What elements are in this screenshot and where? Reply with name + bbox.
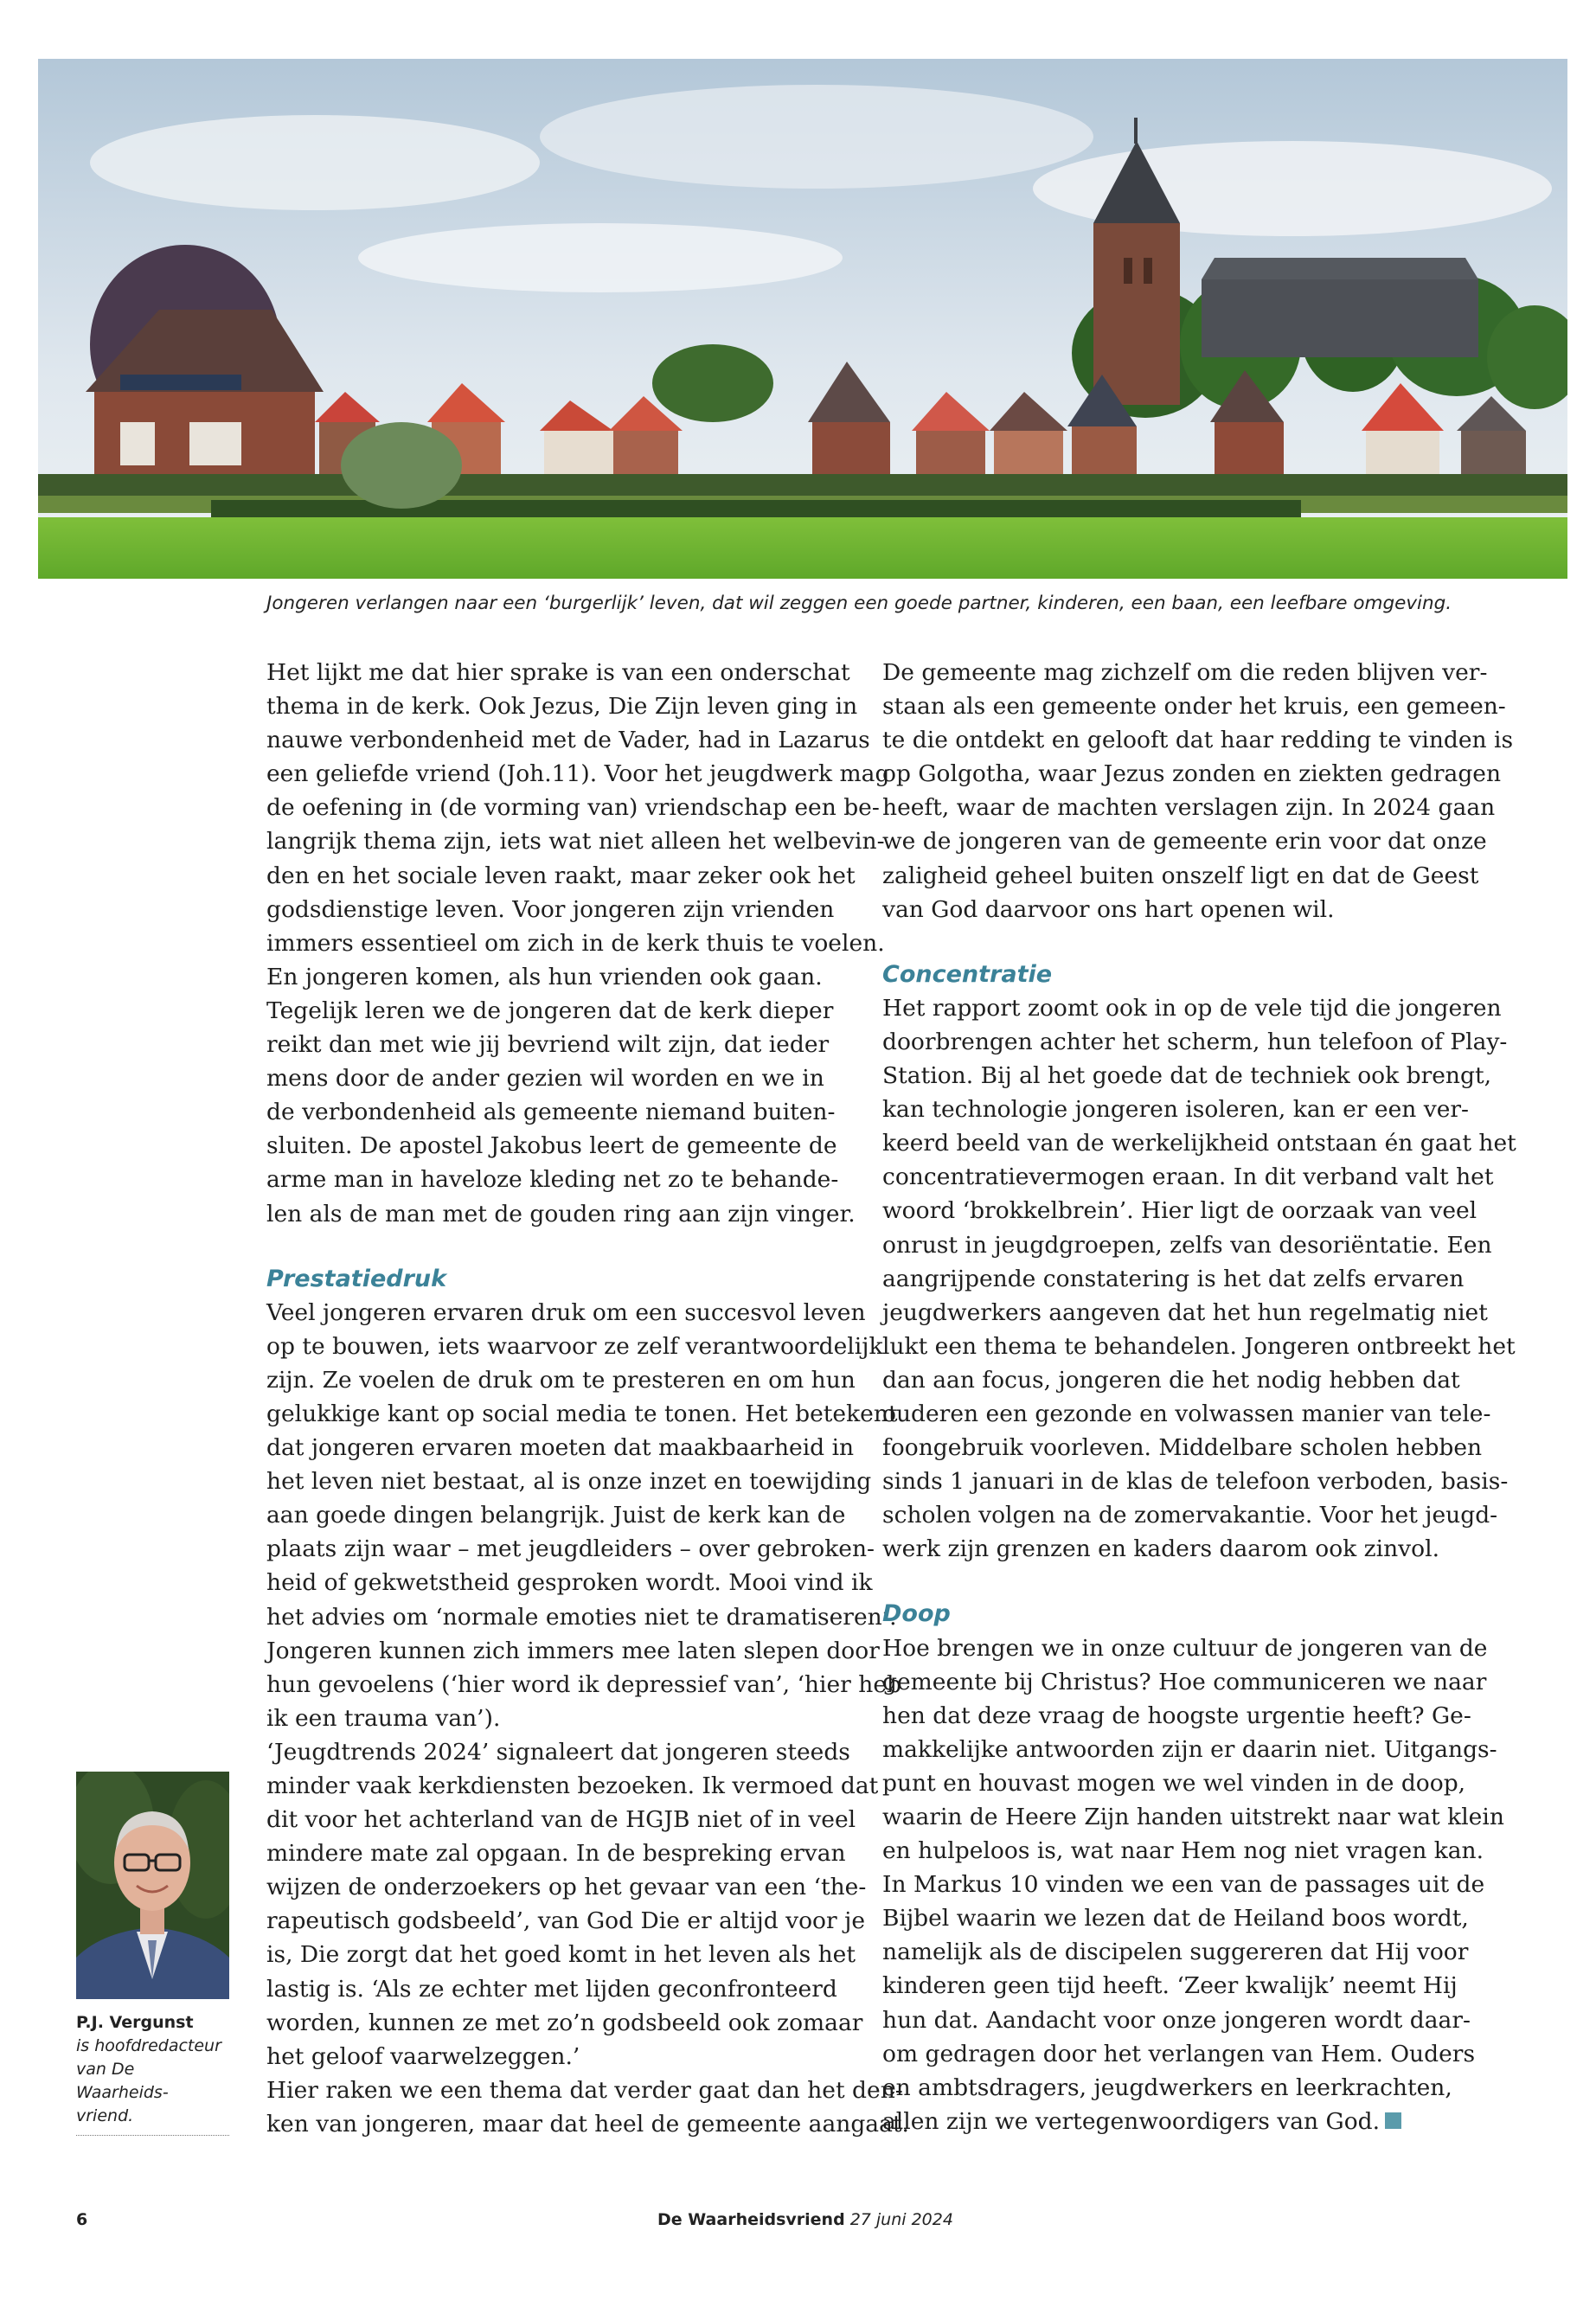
photo-caption: Jongeren verlangen naar een ‘burgerlijk’ leven, dat wil zeggen een goede partner, kinderen, een baan, een leefbare omgeving. (266, 593, 1452, 614)
text-line: hen dat deze vraag de hoogste urgentie heeft? Ge- (882, 1702, 1471, 1729)
text-line: concentratievermogen eraan. In dit verband valt het (882, 1163, 1494, 1191)
text-line: dit voor het achterland van de HGJB niet of in veel (266, 1806, 856, 1834)
text-line: Het rapport zoomt ook in op de vele tijd die jongeren (882, 994, 1502, 1022)
text-line: heid of gekwetstheid gesproken wordt. Mooi vind ik (266, 1569, 873, 1597)
text-line: Station. Bij al het goede dat de techniek ook brengt, (882, 1062, 1492, 1090)
text-line: scholen volgen na de zomervakantie. Voor het jeugd- (882, 1502, 1498, 1529)
text-line: van God daarvoor ons hart openen wil. (882, 895, 1335, 923)
magazine-name: De Waarheidsvriend (657, 2210, 845, 2229)
author-info (76, 2011, 229, 2136)
text-line: lastig is. ‘Als ze echter met lijden geconfronteerd (266, 1975, 837, 2003)
text-line: doorbrengen achter het scherm, hun telefoon of Play- (882, 1028, 1508, 1055)
text-line: Hoe brengen we in onze cultuur de jongeren van de (882, 1634, 1488, 1662)
text-line: godsdienstige leven. Voor jongeren zijn vrienden (266, 895, 835, 923)
text-line: te die ontdekt en gelooft dat haar redding te vinden is (882, 727, 1514, 754)
article-column-left (266, 656, 909, 2141)
text-line: rapeutisch godsbeeld’, van God Die er altijd voor je (266, 1907, 866, 1935)
text-line: Hier raken we een thema dat verder gaat dan het den- (266, 2076, 903, 2104)
text-line: de verbondenheid als gemeente niemand buiten- (266, 1099, 836, 1126)
text-line: ouderen een gezonde en volwassen manier van tele- (882, 1400, 1491, 1427)
article-column-right (882, 656, 1516, 2138)
page-number: 6 (76, 2210, 88, 2229)
text-line: gelukkige kant op social media te tonen. Het betekent (266, 1400, 898, 1427)
paragraph (882, 656, 1514, 926)
text-line: worden, kunnen ze met zo’n godsbeeld ook zomaar (266, 2009, 863, 2036)
text-line: immers essentieel om zich in de kerk thuis te voelen. (266, 929, 885, 957)
text-line: Het lijkt me dat hier sprake is van een onderschat (266, 659, 850, 686)
author-role-line: vriend. (76, 2106, 134, 2125)
text-line: ‘Jeugdtrends 2024’ signaleert dat jongeren steeds (266, 1738, 850, 1766)
text-line: wijzen de onderzoekers op het gevaar van een ‘the- (266, 1874, 867, 1901)
last-text-line (882, 2105, 1453, 2138)
author-role-line: van De Waarheids- (76, 2060, 169, 2102)
text-line: kan technologie jongeren isoleren, kan er een ver- (882, 1096, 1470, 1124)
author-portrait (76, 1772, 229, 1999)
text-line: den en het sociale leven raakt, maar zeker ook het (266, 862, 856, 889)
text-line: mens door de ander gezien wil worden en we in (266, 1065, 824, 1093)
paragraph (882, 991, 1516, 1567)
author-divider (76, 2135, 229, 2136)
section-heading-prestatiedruk: Prestatiedruk (266, 1265, 447, 1292)
text-line: jeugdwerkers aangeven dat het hun regelmatig niet (882, 1298, 1488, 1326)
footer-publication (657, 2209, 1055, 2230)
text-line: hun dat. Aandacht voor onze jongeren wordt daar- (882, 2006, 1471, 2034)
text-line: het leven niet bestaat, al is onze inzet en toewijding (266, 1468, 872, 1496)
text-line: woord ‘brokkelbrein’. Hier ligt de oorzaak van veel (882, 1197, 1477, 1225)
text-line: hun gevoelens (‘hier word ik depressief van’, ‘hier heb (266, 1670, 901, 1698)
text-line: en ambtsdragers, jeugdwerkers en leerkrachten, (882, 2073, 1452, 2101)
text-line: plaats zijn waar – met jeugdleiders – over gebroken- (266, 1535, 875, 1563)
text-line: gemeente bij Christus? Hoe communiceren we naar (882, 1668, 1487, 1695)
text-line-content: allen zijn we vertegenwoordigers van God. (882, 2107, 1381, 2135)
section-heading-concentratie: Concentratie (882, 960, 1053, 988)
text-line: De gemeente mag zichzelf om die reden blijven ver- (882, 659, 1488, 686)
text-line: onrust in jeugdgroepen, zelfs van desoriëntatie. Een (882, 1231, 1492, 1259)
text-line: Veel jongeren ervaren druk om een succesvol leven (266, 1298, 866, 1326)
text-line: zaligheid geheel buiten onszelf ligt en dat de Geest (882, 862, 1479, 889)
text-line: het geloof vaarwelzeggen.’ (266, 2042, 580, 2070)
text-line: op te bouwen, iets waarvoor ze zelf verantwoordelijk (266, 1332, 883, 1360)
paragraph (882, 1631, 1504, 2138)
text-line: zijn. Ze voelen de druk om te presteren en om hun (266, 1366, 856, 1394)
text-line: aangrijpende constatering is het dat zelfs ervaren (882, 1265, 1465, 1292)
text-line: waarin de Heere Zijn handen uitstrekt naar wat klein (882, 1804, 1504, 1830)
paragraph (266, 656, 890, 1231)
text-line: len als de man met de gouden ring aan zijn vinger. (266, 1200, 856, 1227)
text-line: minder vaak kerkdiensten bezoeken. Ik vermoed dat (266, 1772, 879, 1799)
village-photo (38, 59, 1567, 579)
issue-date: 27 juni 2024 (849, 2210, 953, 2229)
text-line: aan goede dingen belangrijk. Juist de kerk kan de (266, 1502, 846, 1529)
text-line: mindere mate zal opgaan. In de bespreking ervan (266, 1840, 846, 1868)
text-line: dat jongeren ervaren moeten dat maakbaarheid in (266, 1434, 855, 1462)
text-line: staan als een gemeente onder het kruis, een gemeen- (882, 693, 1506, 721)
text-line: sinds 1 januari in de klas de telefoon verboden, basis- (882, 1468, 1509, 1496)
text-line: om gedragen door het verlangen van Hem. Ouders (882, 2040, 1476, 2067)
author-name: P.J. Vergunst (76, 2013, 194, 2032)
text-line: het advies om ‘normale emoties niet te dramatiseren’. (266, 1603, 897, 1631)
section-heading-doop: Doop (882, 1600, 951, 1628)
text-line: namelijk als de discipelen suggereren dat Hij voor (882, 1939, 1469, 1966)
text-line: en hulpeloos is, wat naar Hem nog niet vragen kan. (882, 1837, 1484, 1865)
text-line: reikt dan met wie jij bevriend wilt zijn, dat ieder (266, 1031, 830, 1059)
text-line: kinderen geen tijd heeft. ‘Zeer kwalijk’ neemt Hij (882, 1972, 1458, 2000)
end-of-article-mark (1385, 2112, 1401, 2129)
text-line: lukt een thema te behandelen. Jongeren ontbreekt het (882, 1332, 1516, 1360)
text-line: In Markus 10 vinden we een van de passages uit de (882, 1871, 1485, 1899)
text-line: werk zijn grenzen en kaders daarom ook zinvol. (882, 1535, 1439, 1563)
text-line: we de jongeren van de gemeente erin voor dat onze (882, 828, 1487, 856)
text-line: sluiten. De apostel Jakobus leert de gemeente de (266, 1132, 837, 1160)
text-line: thema in de kerk. Ook Jezus, Die Zijn leven ging in (266, 693, 858, 721)
text-line: ik een trauma van’). (266, 1704, 501, 1732)
text-line: Jongeren kunnen zich immers mee laten slepen door (266, 1637, 880, 1664)
text-line: nauwe verbondenheid met de Vader, had in Lazarus (266, 727, 870, 754)
text-line: punt en houvast mogen we wel vinden in de doop, (882, 1769, 1466, 1797)
text-line: langrijk thema zijn, iets wat niet alleen het welbevin- (266, 828, 885, 856)
text-line: Tegelijk leren we de jongeren dat de kerk dieper (266, 997, 834, 1024)
text-line: een geliefde vriend (Joh.11). Voor het jeugdwerk mag (266, 760, 890, 788)
paragraph (266, 1296, 909, 2141)
text-line: de oefening in (de vorming van) vriendschap een be- (266, 794, 880, 822)
text-line: arme man in haveloze kleding net zo te behande- (266, 1166, 839, 1194)
text-line: is, Die zorgt dat het goed komt in het leven als het (266, 1941, 856, 1969)
text-line: ken van jongeren, maar dat heel de gemeente aangaat. (266, 2110, 909, 2138)
text-line: makkelijke antwoorden zijn er daarin niet. Uitgangs- (882, 1735, 1497, 1763)
text-line: foongebruik voorleven. Middelbare scholen hebben (882, 1434, 1483, 1462)
text-line: En jongeren komen, als hun vrienden ook gaan. (266, 963, 823, 990)
text-line: keerd beeld van de werkelijkheid ontstaan én gaat het (882, 1130, 1516, 1157)
text-line: heeft, waar de machten verslagen zijn. In 2024 gaan (882, 794, 1496, 822)
text-line: dan aan focus, jongeren die het nodig hebben dat (882, 1366, 1460, 1394)
text-line: Bijbel waarin we lezen dat de Heiland boos wordt, (882, 1905, 1469, 1932)
text-line: op Golgotha, waar Jezus zonden en ziekten gedragen (882, 760, 1502, 788)
author-role-line: is hoofdredacteur (76, 2036, 221, 2055)
